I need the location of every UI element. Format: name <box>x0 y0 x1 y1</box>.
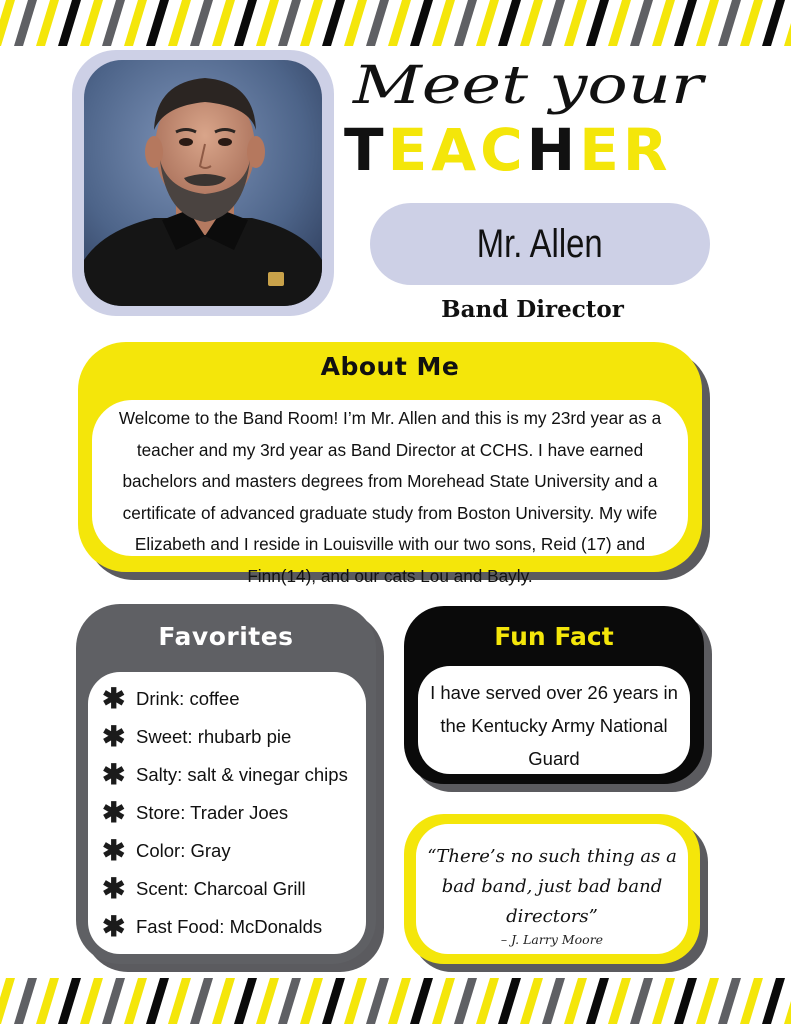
stripe <box>344 978 367 1024</box>
stripe <box>608 0 631 46</box>
stripe <box>630 978 653 1024</box>
stripe <box>124 978 147 1024</box>
asterisk-star-icon: ✱ <box>102 911 126 942</box>
favorites-list <box>102 680 348 946</box>
stripe <box>674 978 697 1024</box>
stripe <box>300 0 323 46</box>
stripe <box>322 978 345 1024</box>
stripe <box>498 0 521 46</box>
asterisk-star-icon: ✱ <box>102 873 126 904</box>
stripe <box>432 978 455 1024</box>
asterisk-star-icon: ✱ <box>102 797 126 828</box>
fun-fact-title: Fun Fact <box>494 622 614 651</box>
teacher-title-letter: E <box>387 116 432 184</box>
quote-card <box>404 814 700 964</box>
stripe <box>432 0 455 46</box>
favorites-card <box>76 604 376 964</box>
stripe <box>212 0 235 46</box>
stripe <box>564 978 587 1024</box>
stripe <box>388 978 411 1024</box>
stripe <box>190 0 213 46</box>
stripe <box>454 0 477 46</box>
stripe <box>696 978 719 1024</box>
stripe <box>696 0 719 46</box>
teacher-photo <box>84 60 322 306</box>
about-body <box>92 400 688 586</box>
favorites-item <box>102 680 348 718</box>
about-title: About Me <box>320 352 460 381</box>
stripe <box>586 978 609 1024</box>
stripe <box>58 978 81 1024</box>
stripe <box>58 0 81 46</box>
stripe <box>14 0 37 46</box>
stripe <box>740 978 763 1024</box>
stripe <box>36 0 59 46</box>
stripe <box>454 978 477 1024</box>
fun-fact-body <box>418 666 690 774</box>
favorites-item <box>102 756 348 794</box>
stripe <box>476 0 499 46</box>
stripe <box>388 0 411 46</box>
stripe <box>740 0 763 46</box>
favorites-item-label: Scent: Charcoal Grill <box>136 878 306 899</box>
about-text: Welcome to the Band Room! I’m Mr. Allen and this is my 23rd year as a teacher and my 3rd year as Band Director at CCHS. I have earned bachelors and masters degrees from Morehead State University and a certificate of advanced graduate study from Boston University. My wife Elizabeth and I reside in Louisville with our two sons, Reid (17) and Finn(14), and our cats Lou and Bayly. <box>118 408 662 586</box>
quote-text: “There’s no such thing as a bad band, just bad band directors” <box>427 846 677 927</box>
stripe <box>542 978 565 1024</box>
stripe <box>498 978 521 1024</box>
stripe <box>300 978 323 1024</box>
stripe <box>608 978 631 1024</box>
teacher-portrait-image <box>84 60 322 306</box>
stripe <box>278 978 301 1024</box>
stripe <box>718 978 741 1024</box>
stripe <box>102 978 125 1024</box>
stripe-border-top <box>0 0 791 46</box>
teacher-role: Band Director <box>441 296 624 323</box>
quote-body <box>416 824 688 954</box>
stripe <box>256 978 279 1024</box>
stripe <box>520 978 543 1024</box>
meet-your-script-title <box>338 48 718 123</box>
stripe <box>520 0 543 46</box>
stripe <box>564 0 587 46</box>
stripe <box>652 978 675 1024</box>
stripe <box>278 0 301 46</box>
teacher-name: Mr. Allen <box>477 221 603 266</box>
stripe <box>124 0 147 46</box>
script-title-text: Meet your <box>351 56 708 116</box>
teacher-title-letter: H <box>526 116 580 184</box>
favorites-item-label: Fast Food: McDonalds <box>136 916 323 937</box>
asterisk-star-icon: ✱ <box>102 759 126 790</box>
stripe <box>784 0 791 46</box>
favorites-item <box>102 794 348 832</box>
favorites-title: Favorites <box>158 622 294 651</box>
stripe <box>0 0 15 46</box>
stripe <box>234 978 257 1024</box>
teacher-title-letter: A <box>431 116 481 184</box>
stripe <box>146 0 169 46</box>
fun-fact-text: I have served over 26 years in the Kentucky Army National Guard <box>430 682 678 769</box>
stripe <box>718 0 741 46</box>
favorites-body <box>88 672 366 954</box>
teacher-name-pill <box>370 203 710 285</box>
fun-fact-card <box>404 606 704 784</box>
favorites-item <box>102 832 348 870</box>
stripe <box>322 0 345 46</box>
stripe <box>762 978 785 1024</box>
stripe <box>14 978 37 1024</box>
stripe <box>410 978 433 1024</box>
stripe <box>212 978 235 1024</box>
favorites-item-label: Color: Gray <box>136 840 231 861</box>
stripe <box>102 0 125 46</box>
teacher-title-letter: C <box>480 116 527 184</box>
stripe <box>256 0 279 46</box>
stripe <box>234 0 257 46</box>
stripe <box>784 978 791 1024</box>
stripe <box>476 978 499 1024</box>
quote-author: – J. Larry Moore <box>500 932 604 947</box>
teacher-title-letter: E <box>579 116 623 184</box>
stripe <box>410 0 433 46</box>
stripe <box>168 978 191 1024</box>
stripe <box>168 0 191 46</box>
stripe <box>366 978 389 1024</box>
favorites-item-label: Sweet: rhubarb pie <box>136 726 292 747</box>
stripe <box>652 0 675 46</box>
stripe <box>586 0 609 46</box>
teacher-title-letter: R <box>622 116 672 184</box>
favorites-item <box>102 908 348 946</box>
stripe <box>80 0 103 46</box>
stripe-border-bottom <box>0 978 791 1024</box>
favorites-item <box>102 870 348 908</box>
stripe <box>366 0 389 46</box>
favorites-item-label: Store: Trader Joes <box>136 802 289 823</box>
asterisk-star-icon: ✱ <box>102 835 126 866</box>
favorites-item-label: Drink: coffee <box>136 688 240 709</box>
stripe <box>674 0 697 46</box>
favorites-item <box>102 718 348 756</box>
asterisk-star-icon: ✱ <box>102 721 126 752</box>
teacher-title <box>344 118 704 182</box>
favorites-item-label: Salty: salt & vinegar chips <box>136 764 348 785</box>
stripe <box>36 978 59 1024</box>
asterisk-star-icon: ✱ <box>102 683 126 714</box>
stripe <box>146 978 169 1024</box>
stripe <box>762 0 785 46</box>
stripe <box>344 0 367 46</box>
teacher-title-letter: T <box>344 116 388 184</box>
teacher-photo-frame <box>72 50 334 316</box>
stripe <box>542 0 565 46</box>
about-card <box>78 342 702 586</box>
stripe <box>0 978 15 1024</box>
stripe <box>190 978 213 1024</box>
stripe <box>80 978 103 1024</box>
stripe <box>630 0 653 46</box>
